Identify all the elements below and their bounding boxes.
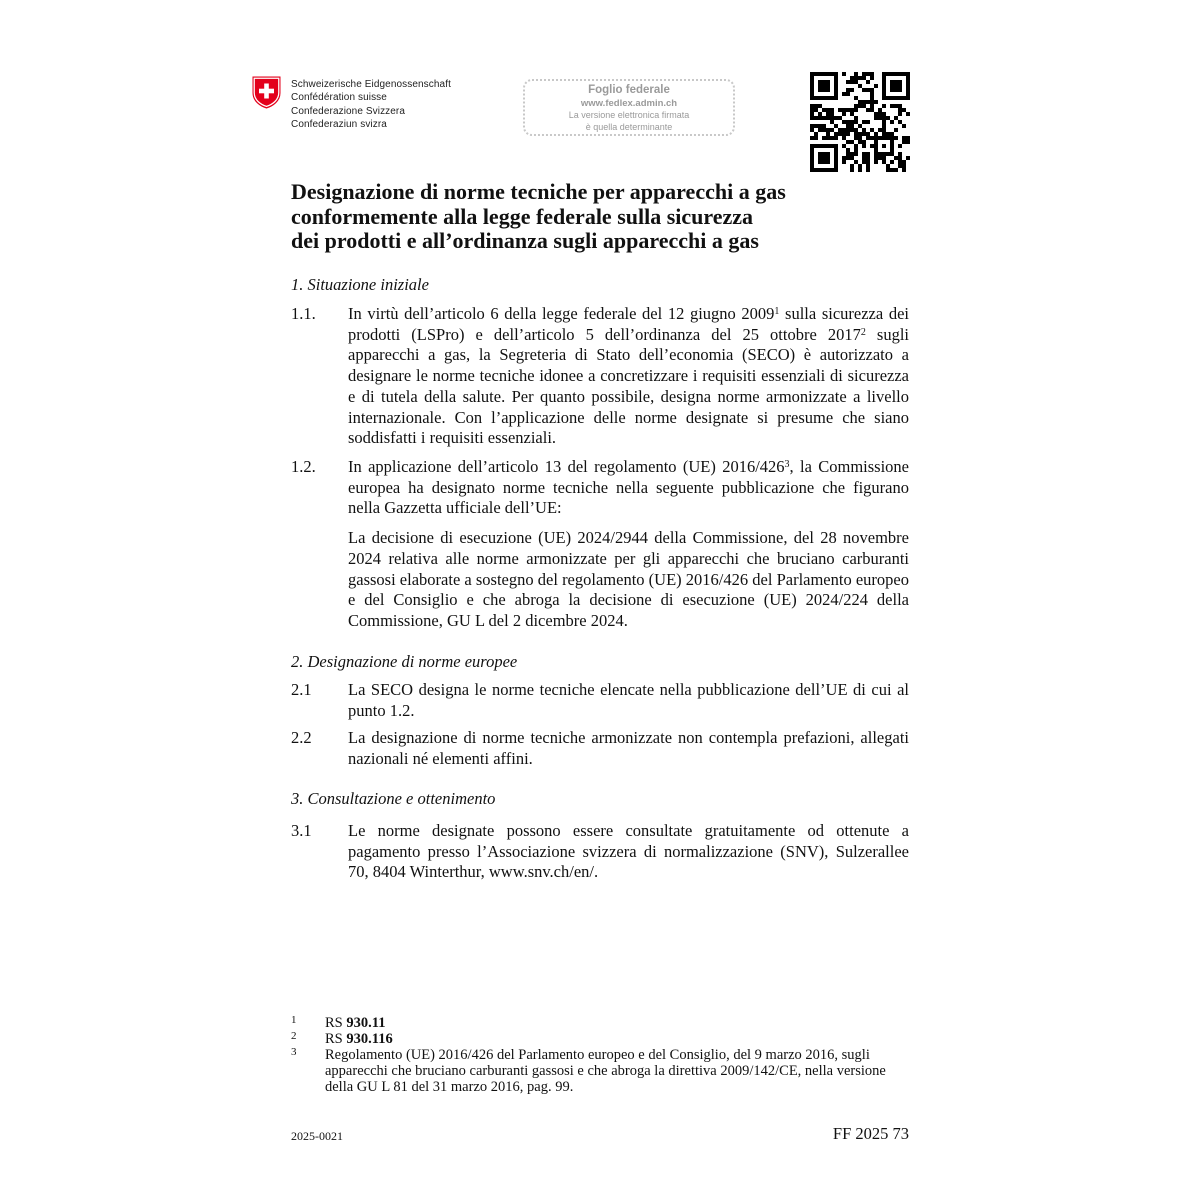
footnote-ref-3[interactable]: 3 — [784, 459, 790, 470]
paragraph-text-part: In virtù dell’articolo 6 della legge federale del 12 giugno 2009 — [348, 304, 775, 323]
paragraph-number: 1.2. — [291, 457, 316, 476]
agency-name-block — [291, 78, 451, 132]
paragraph-3-1 — [291, 821, 909, 883]
footnote-link[interactable]: 930.11 — [346, 1015, 386, 1031]
agency-name-fr: Confédération suisse — [291, 92, 387, 104]
footnote — [291, 1047, 911, 1095]
footnote-ref-2[interactable]: 2 — [860, 326, 866, 338]
paragraph-1-2 — [291, 457, 909, 632]
stamp-note-line2: è quella determinante — [585, 121, 673, 132]
agency-name-rm: Confederaziun svizra — [291, 119, 387, 131]
paragraph-text-part: sugli apparecchi a gas, la Segreteria di Stato dell’economia (SECO) è autorizzato a designare le norme tecniche idonee a concretizzare i requisiti essenziali di sicurezza e di tutela della salute. Per quanto possibile, designa norme armonizzate a livello internazionale. Con l’applicazione delle norme designate si presume che siano soddisfatti i requisiti essenziali. — [348, 324, 909, 448]
document-title — [291, 180, 911, 254]
gazette-reference: FF 2025 73 — [832, 1124, 909, 1143]
footnote-number: 3 — [291, 1046, 297, 1058]
paragraph-number: 3.1 — [291, 821, 312, 840]
stamp-url: www.fedlex.admin.ch — [580, 98, 678, 109]
section-heading-1: 1. Situazione iniziale — [291, 275, 429, 294]
footnote — [291, 1031, 911, 1047]
paragraph-number: 2.1 — [291, 680, 312, 699]
footnote-text: Regolamento (UE) 2016/426 del Parlamento europeo e del Consiglio, del 9 marzo 2016, sugli apparecchi che bruciano carburanti gassosi e che abroga la direttiva 2009/142/CE, nella versione della GU L 81 del 31 marzo 2016, pag. 99. — [325, 1047, 886, 1095]
section-heading-2: 2. Designazione di norme europee — [291, 652, 518, 671]
paragraph-text: La designazione di norme tecniche armonizzate non contempla prefazioni, allegati nazionali né elementi affini. — [348, 728, 909, 768]
footnote-prefix: RS — [325, 1015, 347, 1031]
footnote-prefix: RS — [325, 1031, 347, 1047]
paragraph-text: La SECO designa le norme tecniche elencate nella pubblicazione dell’UE di cui al punto 1.2. — [348, 680, 909, 720]
stamp-title: Foglio federale — [588, 84, 670, 96]
swiss-coat-of-arms-icon — [252, 76, 281, 109]
paragraph-text-part: In applicazione dell’articolo 13 del regolamento (UE) 2016/426 — [348, 457, 785, 476]
paragraph-1-1 — [291, 304, 909, 449]
footnotes — [291, 1015, 911, 1095]
footnote-number: 2 — [291, 1030, 297, 1042]
paragraph-text-part: sulla sicurezza dei prodotti (LSPro) e dell’articolo 5 dell’ordinanza del 25 ottobre 2017 — [348, 304, 909, 344]
quoted-decision-text: La decisione di esecuzione (UE) 2024/2944 della Commissione, del 28 novembre 2024 relativa alle norme armonizzate per gli apparecchi che bruciano carburanti gassosi elaborate a sostegno del regolamento (UE) 2016/426 del Parlamento europeo e del Consiglio e che abroga la decisione di esecuzione (UE) 2024/224 della Commissione, GU L del 2 dicembre 2024. — [348, 528, 909, 630]
title-line-1: Designazione di norme tecniche per apparecchi a gas — [291, 179, 786, 204]
stamp-note-line1: La versione elettronica firmata — [568, 110, 690, 120]
paragraph-text: Le norme designate possono essere consultate gratuitamente od ottenute a pagamento presso l’Associazione svizzera di normalizzazione (SNV), Sulzerallee 70, 8404 Winterthur, www.snv.ch/en/. — [348, 821, 909, 882]
paragraph-2-1 — [291, 680, 909, 721]
footnote — [291, 1015, 911, 1031]
document-number: 2025-0021 — [291, 1129, 343, 1143]
title-line-3: dei prodotti e all’ordinanza sugli apparecchi a gas — [291, 228, 759, 253]
paragraph-number: 1.1. — [291, 304, 316, 323]
section-heading-3: 3. Consultazione e ottenimento — [291, 789, 496, 808]
qr-code-icon — [810, 72, 910, 172]
footnote-link[interactable]: 930.116 — [346, 1031, 393, 1047]
agency-name-it: Confederazione Svizzera — [291, 105, 406, 117]
footnote-ref-1[interactable]: 1 — [774, 306, 780, 317]
footnote-number: 1 — [291, 1014, 297, 1026]
agency-name-de: Schweizerische Eidgenossenschaft — [291, 79, 451, 90]
title-line-2: conformemente alla legge federale sulla sicurezza — [291, 203, 754, 229]
paragraph-text-part: , la Commissione europea ha designato norme tecniche nella seguente pubblicazione che figurano nella Gazzetta ufficiale dell’UE: — [348, 457, 909, 518]
paragraph-2-2 — [291, 728, 909, 769]
paragraph-text — [348, 457, 909, 519]
paragraph-number: 2.2 — [291, 728, 312, 747]
federal-gazette-stamp — [523, 79, 735, 136]
paragraph-text — [348, 304, 909, 449]
